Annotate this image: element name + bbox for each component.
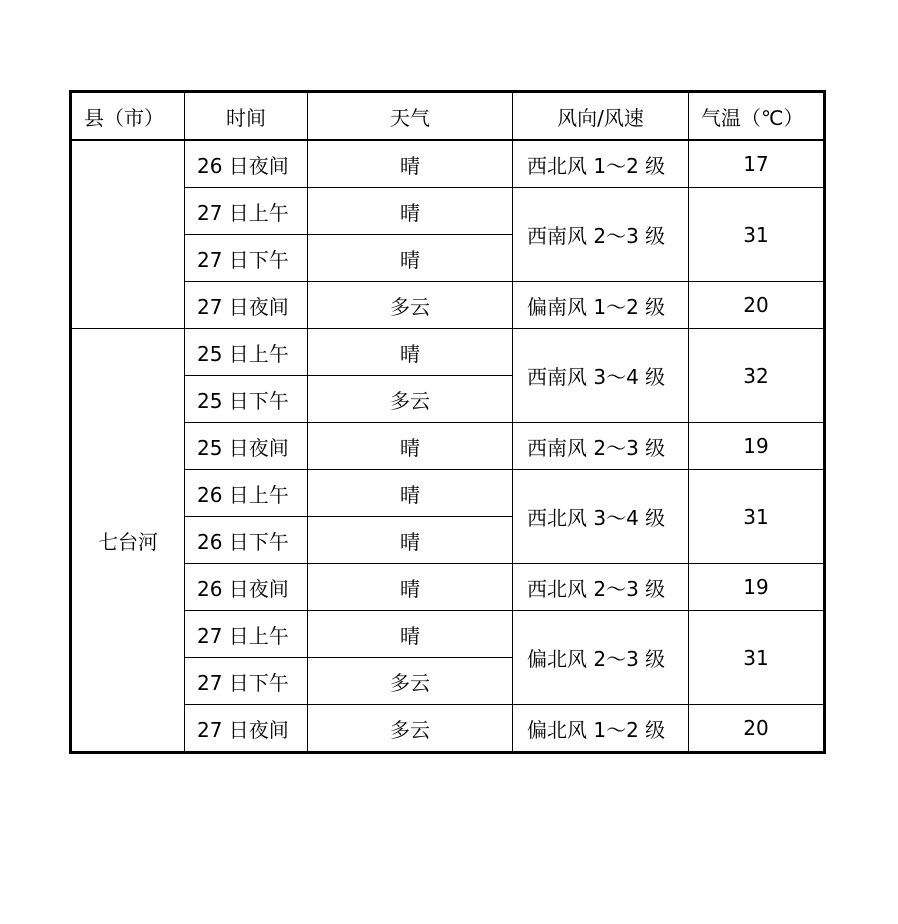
weather-cell: 晴 bbox=[308, 423, 513, 470]
table-row bbox=[71, 423, 825, 470]
table-row bbox=[71, 188, 825, 235]
wind-cell: 西南风 2～3 级 bbox=[513, 188, 689, 282]
table-row bbox=[71, 611, 825, 658]
temperature-cell: 17 bbox=[689, 140, 825, 188]
time-cell: 27 日下午 bbox=[185, 658, 308, 705]
temperature-cell: 31 bbox=[689, 611, 825, 705]
weather-cell: 多云 bbox=[308, 705, 513, 753]
time-cell: 25 日上午 bbox=[185, 329, 308, 376]
wind-cell: 西北风 2～3 级 bbox=[513, 564, 689, 611]
weather-forecast-table bbox=[69, 90, 826, 754]
weather-cell: 多云 bbox=[308, 376, 513, 423]
time-cell: 27 日下午 bbox=[185, 235, 308, 282]
wind-cell: 偏北风 2～3 级 bbox=[513, 611, 689, 705]
weather-cell: 晴 bbox=[308, 140, 513, 188]
wind-cell: 西南风 2～3 级 bbox=[513, 423, 689, 470]
weather-cell: 多云 bbox=[308, 658, 513, 705]
temperature-cell: 20 bbox=[689, 705, 825, 753]
county-cell bbox=[71, 140, 185, 329]
table-row bbox=[71, 470, 825, 517]
temperature-cell: 19 bbox=[689, 564, 825, 611]
time-cell: 25 日下午 bbox=[185, 376, 308, 423]
time-cell: 27 日上午 bbox=[185, 188, 308, 235]
table-row bbox=[71, 329, 825, 376]
weather-cell: 晴 bbox=[308, 564, 513, 611]
weather-cell: 多云 bbox=[308, 282, 513, 329]
table-row bbox=[71, 282, 825, 329]
temperature-cell: 31 bbox=[689, 470, 825, 564]
weather-cell: 晴 bbox=[308, 470, 513, 517]
header-weather: 天气 bbox=[308, 92, 513, 141]
weather-cell: 晴 bbox=[308, 611, 513, 658]
wind-cell: 偏南风 1～2 级 bbox=[513, 282, 689, 329]
header-temperature: 气温（℃） bbox=[689, 92, 825, 141]
time-cell: 26 日夜间 bbox=[185, 140, 308, 188]
time-cell: 26 日夜间 bbox=[185, 564, 308, 611]
weather-cell: 晴 bbox=[308, 329, 513, 376]
temperature-cell: 19 bbox=[689, 423, 825, 470]
time-cell: 26 日下午 bbox=[185, 517, 308, 564]
header-wind: 风向/风速 bbox=[513, 92, 689, 141]
wind-cell: 西北风 3～4 级 bbox=[513, 470, 689, 564]
time-cell: 27 日夜间 bbox=[185, 705, 308, 753]
temperature-cell: 20 bbox=[689, 282, 825, 329]
temperature-cell: 32 bbox=[689, 329, 825, 423]
wind-cell: 西南风 3～4 级 bbox=[513, 329, 689, 423]
wind-cell: 西北风 1～2 级 bbox=[513, 140, 689, 188]
table-row bbox=[71, 140, 825, 188]
time-cell: 27 日上午 bbox=[185, 611, 308, 658]
weather-cell: 晴 bbox=[308, 188, 513, 235]
header-time: 时间 bbox=[185, 92, 308, 141]
time-cell: 27 日夜间 bbox=[185, 282, 308, 329]
time-cell: 25 日夜间 bbox=[185, 423, 308, 470]
table-row bbox=[71, 564, 825, 611]
header-row bbox=[71, 92, 825, 141]
time-cell: 26 日上午 bbox=[185, 470, 308, 517]
county-cell: 七台河 bbox=[71, 329, 185, 753]
weather-cell: 晴 bbox=[308, 517, 513, 564]
wind-cell: 偏北风 1～2 级 bbox=[513, 705, 689, 753]
temperature-cell: 31 bbox=[689, 188, 825, 282]
table-row bbox=[71, 705, 825, 753]
header-county: 县（市） bbox=[71, 92, 185, 141]
weather-cell: 晴 bbox=[308, 235, 513, 282]
